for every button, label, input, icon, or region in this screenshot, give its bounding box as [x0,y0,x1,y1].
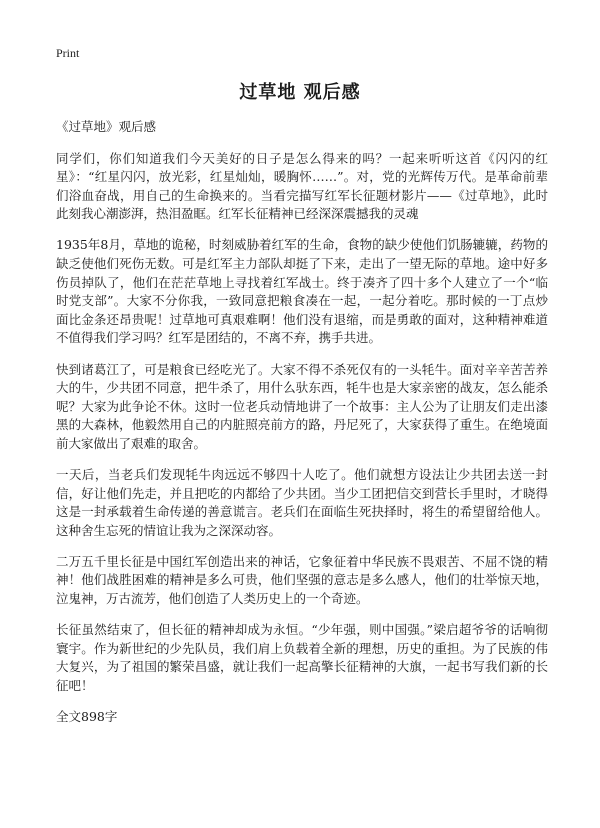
paragraph-4: 一天后，当老兵们发现牦牛肉远远不够四十人吃了。他们就想方设法让少共团去送一封信，好让他们先走，并且把吃的内都给了少共团。当少工团把信交到营长手里时，才晓得这是一封承载着生命传递的善意谎言。老兵们在面临生死抉择时，将生的希望留给他人。这种舍生忘死的情谊让我为之深深动容。 [56,467,548,538]
paragraph-2: 1935年8月，草地的诡秘，时刻威胁着红军的生命，食物的缺少使他们饥肠辘辘，药物的缺乏使他们死伤无数。可是红军主力部队却挺了下来，走出了一望无际的草地。途中好多伤员掉队了，他们在茫茫草地上寻找着红军战士。终于凑齐了四十多个人建立了一个“临时党支部”。大家不分你我，一致同意把粮食凑在一起，一起分着吃。那时候的一丁点炒面比金条还昂贵呢！过草地可真艰难啊！他们没有退缩，而是勇敢的面对，这种精神难道不值得我们学习吗？红军是团结的，不离不弃，携手共进。 [56,237,548,346]
article-subtitle: 《过草地》观后感 [56,119,157,134]
paragraph-6: 长征虽然结束了，但长征的精神却成为永恒。“少年强，则中国强。”梁启超爷爷的话响彻寰宇。作为新世纪的少先队员，我们肩上负载着全新的理想，历史的重担。为了民族的伟大复兴，为了祖国的繁荣昌盛，就让我们一起高擎长征精神的大旗，一起书写我们新的长征吧！ [56,622,548,693]
print-link[interactable]: Print [56,46,80,60]
word-count: 全文898字 [56,709,118,725]
article-body [56,118,548,727]
paragraph-1: 同学们，你们知道我们今天美好的日子是怎么得来的吗？一起来听听这首《闪闪的红星》：“红星闪闪，放光彩，红星灿灿，暖胸怀……”。对，党的光辉传万代。是革命前辈们浴血奋战，用自己的生命换来的。当看完描写红军长征题材影片——《过草地》，此时此刻我心潮澎湃，热泪盈眶。红军长征精神已经深深震撼我的灵魂 [56,150,548,222]
paragraph-3: 快到诸葛江了，可是粮食已经吃光了。大家不得不杀死仅有的一头牦牛。面对辛辛苦苦养大的牛，少共团不同意，把牛杀了，用什么驮东西，牦牛也是大家亲密的战友，怎么能杀呢？大家为此争论不休。这时一位老兵动情地讲了一个故事：主人公为了让朋友们走出漆黑的大森林，他毅然用自己的内脏照亮前方的路，丹尼死了，大家获得了重生。在绝境面前大家做出了艰难的取舍。 [56,361,548,451]
page-title: 过草地 观后感 [239,82,361,103]
paragraph-5: 二万五千里长征是中国红军创造出来的神话，它象征着中华民族不畏艰苦、不屈不饶的精神！他们战胜困难的精神是多么可贵，他们坚强的意志是多么感人，他们的壮举惊天地，泣鬼神，万古流芳，他们创造了人类历史上的一个奇迹。 [56,553,548,607]
